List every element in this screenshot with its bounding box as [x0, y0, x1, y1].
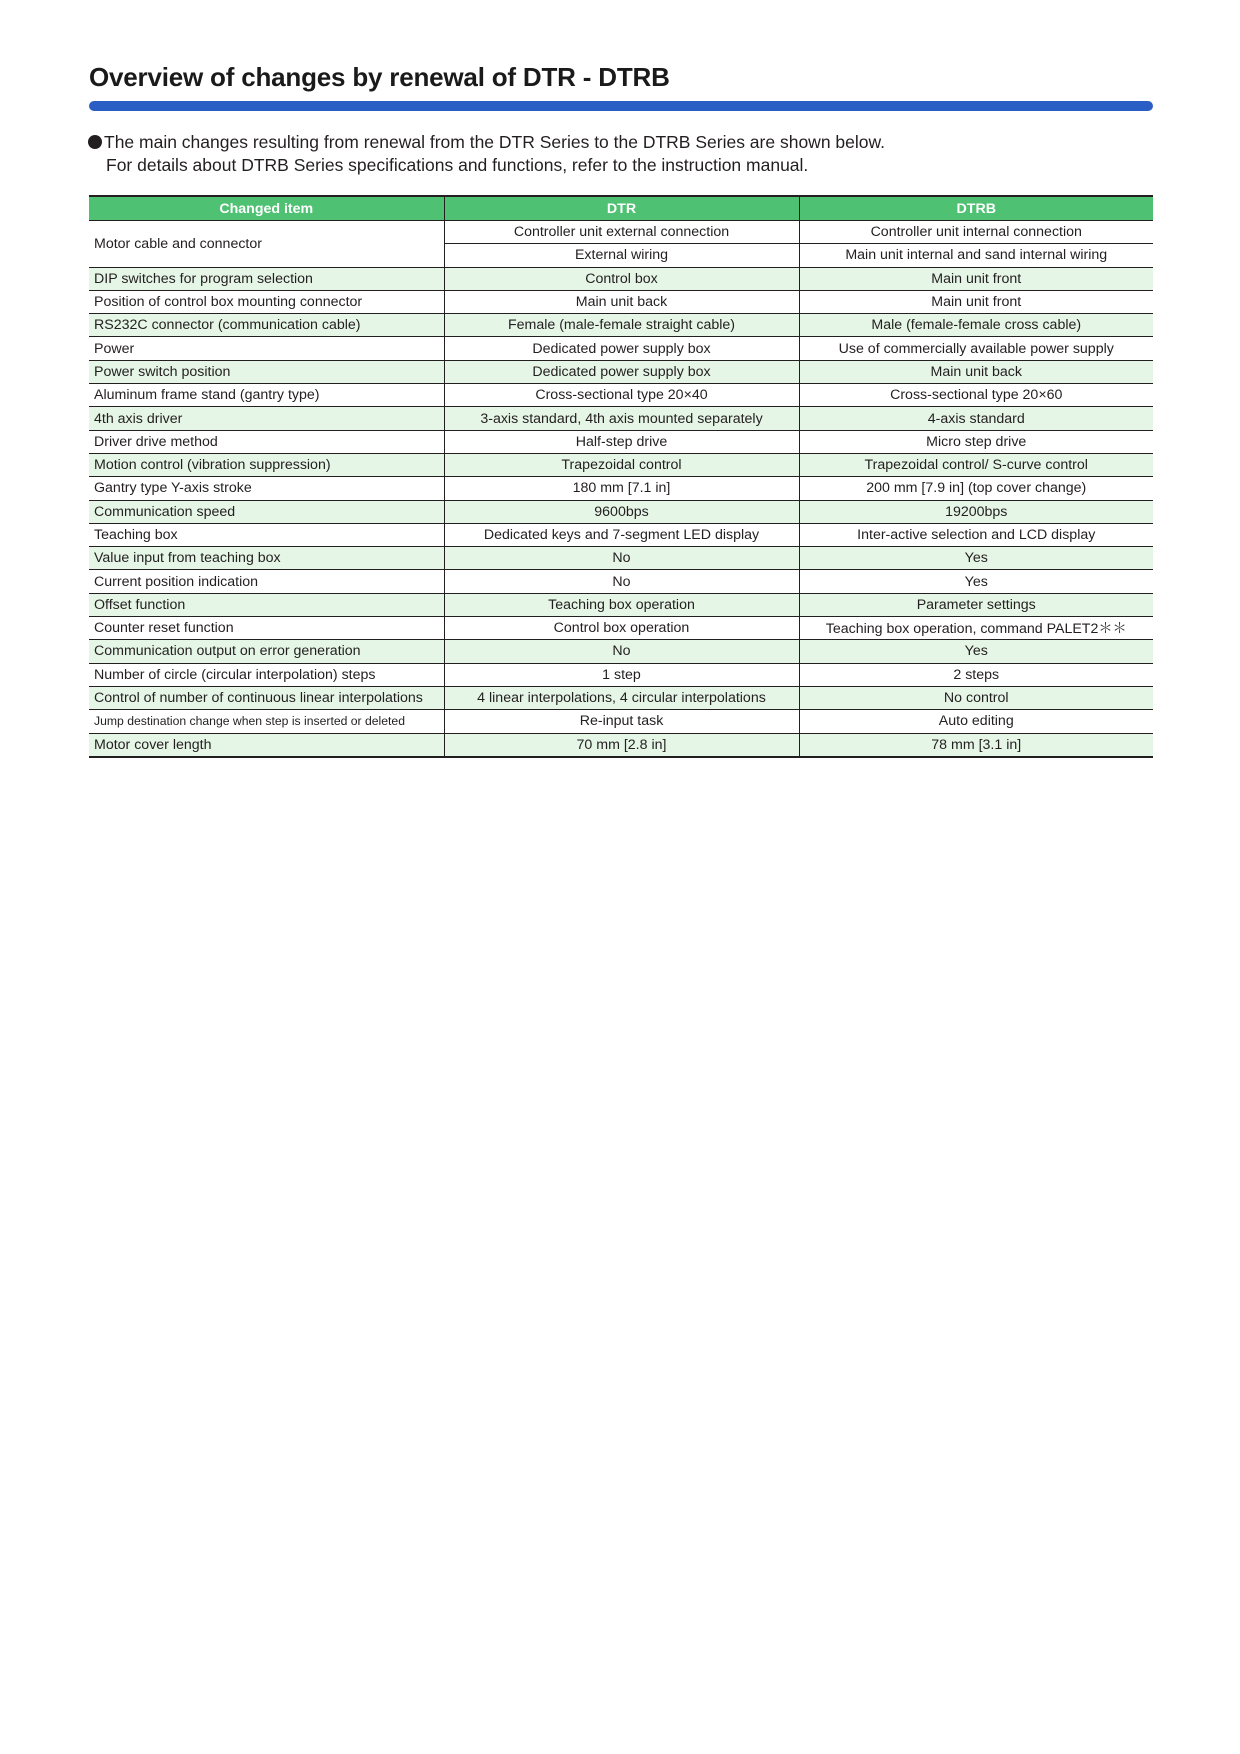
table-row	[89, 733, 1153, 757]
row-dtr-value: No	[444, 570, 799, 593]
row-item: RS232C connector (communication cable)	[89, 314, 444, 337]
row-item: Current position indication	[89, 570, 444, 593]
row-item: DIP switches for program selection	[89, 267, 444, 290]
table-row	[89, 314, 1153, 337]
changes-table	[89, 195, 1153, 758]
table-row	[89, 663, 1153, 686]
title-underline-bar	[89, 101, 1153, 111]
row-dtrb-value: Teaching box operation, command PALET2＊＊	[799, 617, 1153, 640]
header-dtr: DTR	[444, 196, 799, 221]
table-row	[89, 523, 1153, 546]
table-row	[89, 547, 1153, 570]
table-row	[89, 500, 1153, 523]
row-dtr-value: Half-step drive	[444, 430, 799, 453]
row-dtr-value: Controller unit external connection	[444, 221, 799, 244]
row-dtrb-value: Use of commercially available power supply	[799, 337, 1153, 360]
row-item: Motion control (vibration suppression)	[89, 453, 444, 476]
row-dtr-value: Control box operation	[444, 617, 799, 640]
table-row	[89, 593, 1153, 616]
row-dtrb-value: Parameter settings	[799, 593, 1153, 616]
row-dtr-value: Trapezoidal control	[444, 453, 799, 476]
row-item: Jump destination change when step is inserted or deleted	[89, 710, 444, 733]
row-dtr-value: 180 mm [7.1 in]	[444, 477, 799, 500]
intro-line-2: For details about DTRB Series specifications and functions, refer to the instruction manual.	[106, 155, 809, 175]
row-item: Teaching box	[89, 523, 444, 546]
row-dtr-value: 9600bps	[444, 500, 799, 523]
row-item: Power switch position	[89, 360, 444, 383]
row-dtr-value: 1 step	[444, 663, 799, 686]
row-dtrb-value: Main unit front	[799, 267, 1153, 290]
row-dtr-value: Female (male-female straight cable)	[444, 314, 799, 337]
header-dtrb: DTRB	[799, 196, 1153, 221]
row-dtrb-value: 78 mm [3.1 in]	[799, 733, 1153, 757]
table-row	[89, 617, 1153, 640]
row-dtrb-value: Yes	[799, 547, 1153, 570]
row-dtrb-value: 200 mm [7.9 in] (top cover change)	[799, 477, 1153, 500]
row-item: Value input from teaching box	[89, 547, 444, 570]
table-row	[89, 384, 1153, 407]
row-dtr-value: 4 linear interpolations, 4 circular interpolations	[444, 686, 799, 709]
row-dtr-value: 70 mm [2.8 in]	[444, 733, 799, 757]
row-item: Motor cover length	[89, 733, 444, 757]
bullet-icon	[88, 135, 102, 149]
row-item: Motor cable and connector	[89, 221, 444, 268]
intro-line-1	[88, 131, 885, 154]
row-dtrb-value: Inter-active selection and LCD display	[799, 523, 1153, 546]
row-dtrb-value: 2 steps	[799, 663, 1153, 686]
row-dtrb-value: Trapezoidal control/ S-curve control	[799, 453, 1153, 476]
row-dtrb-value: Yes	[799, 570, 1153, 593]
table-row	[89, 267, 1153, 290]
table-row	[89, 360, 1153, 383]
row-dtrb-value: Main unit front	[799, 290, 1153, 313]
row-dtr-value: Dedicated power supply box	[444, 337, 799, 360]
row-dtrb-value: Cross-sectional type 20×60	[799, 384, 1153, 407]
table-row	[89, 221, 1153, 244]
table-row	[89, 570, 1153, 593]
row-item: Offset function	[89, 593, 444, 616]
row-dtr-value: Dedicated power supply box	[444, 360, 799, 383]
row-dtrb-value: 19200bps	[799, 500, 1153, 523]
row-dtr-value: Control box	[444, 267, 799, 290]
row-dtrb-value: Male (female-female cross cable)	[799, 314, 1153, 337]
page-title: Overview of changes by renewal of DTR - DTRB	[89, 62, 670, 92]
row-dtr-value: Cross-sectional type 20×40	[444, 384, 799, 407]
row-item: Control of number of continuous linear interpolations	[89, 686, 444, 709]
row-dtr-value: Teaching box operation	[444, 593, 799, 616]
table-row	[89, 477, 1153, 500]
row-item: Counter reset function	[89, 617, 444, 640]
row-item: Communication speed	[89, 500, 444, 523]
row-item: Aluminum frame stand (gantry type)	[89, 384, 444, 407]
row-dtrb-value: No control	[799, 686, 1153, 709]
row-item: 4th axis driver	[89, 407, 444, 430]
table-header-row	[89, 196, 1153, 221]
row-dtrb-value: Auto editing	[799, 710, 1153, 733]
intro-line-1-text: The main changes resulting from renewal from the DTR Series to the DTRB Series are shown below.	[104, 132, 886, 152]
table-row	[89, 640, 1153, 663]
row-dtr-value: Dedicated keys and 7-segment LED display	[444, 523, 799, 546]
row-item: Driver drive method	[89, 430, 444, 453]
row-dtr-value: External wiring	[444, 244, 799, 267]
table-row	[89, 337, 1153, 360]
row-dtr-value: Re-input task	[444, 710, 799, 733]
row-dtrb-value: Micro step drive	[799, 430, 1153, 453]
row-dtrb-value: Main unit internal and sand internal wiring	[799, 244, 1153, 267]
row-dtrb-value: Controller unit internal connection	[799, 221, 1153, 244]
row-dtrb-value: Yes	[799, 640, 1153, 663]
row-dtr-value: No	[444, 640, 799, 663]
table-row	[89, 407, 1153, 430]
row-item: Position of control box mounting connector	[89, 290, 444, 313]
table-row	[89, 710, 1153, 733]
table-row	[89, 430, 1153, 453]
row-dtr-value: No	[444, 547, 799, 570]
row-dtrb-value: 4-axis standard	[799, 407, 1153, 430]
row-item: Number of circle (circular interpolation) steps	[89, 663, 444, 686]
row-item: Gantry type Y-axis stroke	[89, 477, 444, 500]
table-row	[89, 290, 1153, 313]
table-row	[89, 453, 1153, 476]
row-item: Power	[89, 337, 444, 360]
row-dtrb-value: Main unit back	[799, 360, 1153, 383]
table-row	[89, 686, 1153, 709]
header-changed-item: Changed item	[89, 196, 444, 221]
row-dtr-value: Main unit back	[444, 290, 799, 313]
intro-text	[88, 131, 885, 177]
row-dtr-value: 3-axis standard, 4th axis mounted separately	[444, 407, 799, 430]
row-item: Communication output on error generation	[89, 640, 444, 663]
